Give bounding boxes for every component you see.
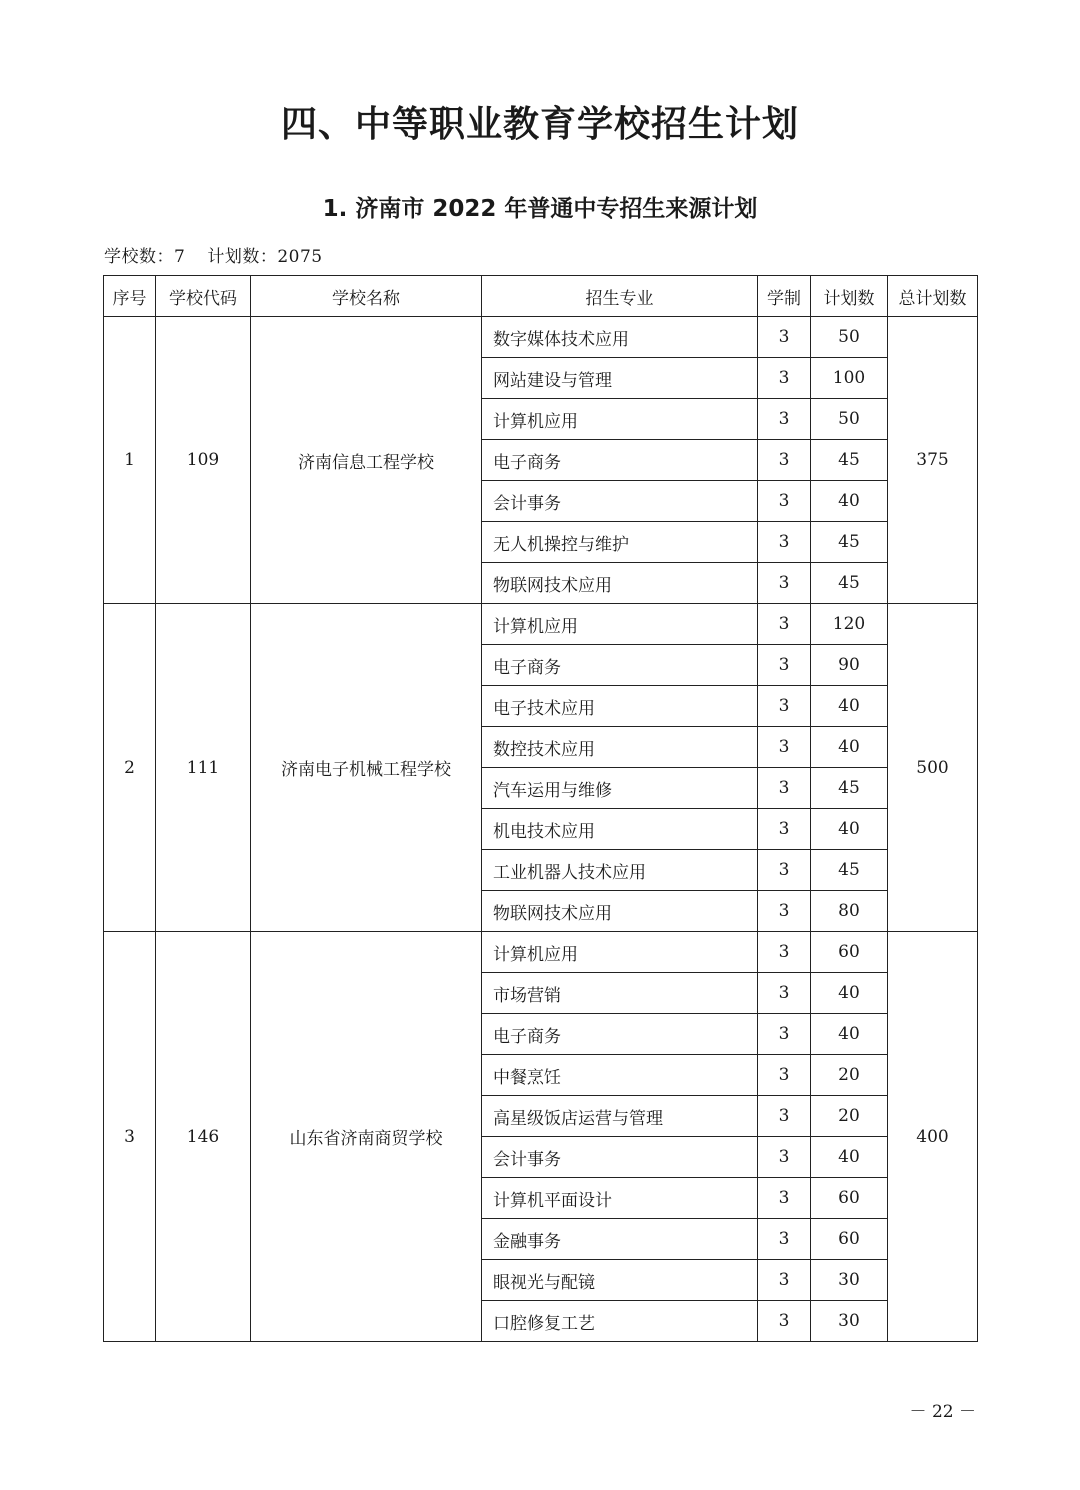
years-cell: 3	[758, 973, 811, 1014]
header-major: 招生专业	[482, 276, 758, 317]
plan-count: 计划数：2075	[207, 247, 323, 267]
section-subtitle: 1. 济南市 2022 年普通中专招生来源计划	[322, 196, 758, 222]
plan-count-cell: 30	[811, 1260, 888, 1301]
header-plan: 计划数	[811, 276, 888, 317]
years-cell: 3	[758, 1301, 811, 1342]
plan-count-cell: 50	[811, 317, 888, 358]
plan-count-cell: 40	[811, 727, 888, 768]
table-row	[104, 317, 978, 358]
school-code-cell: 111	[156, 604, 251, 932]
major-name-cell: 市场营销	[482, 973, 758, 1014]
years-cell: 3	[758, 1055, 811, 1096]
major-name-cell: 工业机器人技术应用	[482, 850, 758, 891]
major-name-cell: 物联网技术应用	[482, 563, 758, 604]
header-total-plan: 总计划数	[888, 276, 978, 317]
major-name-cell: 计算机平面设计	[482, 1178, 758, 1219]
major-name-cell: 网站建设与管理	[482, 358, 758, 399]
header-school-code: 学校代码	[156, 276, 251, 317]
major-name-cell: 汽车运用与维修	[482, 768, 758, 809]
school-total-cell: 375	[888, 317, 978, 604]
school-total-cell: 500	[888, 604, 978, 932]
plan-count-cell: 60	[811, 1219, 888, 1260]
table-row	[104, 604, 978, 645]
school-index-cell: 2	[104, 604, 156, 932]
major-name-cell: 会计事务	[482, 481, 758, 522]
major-name-cell: 计算机应用	[482, 932, 758, 973]
table-row	[104, 932, 978, 973]
years-cell: 3	[758, 440, 811, 481]
years-cell: 3	[758, 645, 811, 686]
major-name-cell: 眼视光与配镜	[482, 1260, 758, 1301]
years-cell: 3	[758, 522, 811, 563]
header-index: 序号	[104, 276, 156, 317]
table-body	[104, 317, 978, 1342]
school-name-cell: 济南电子机械工程学校	[251, 604, 482, 932]
years-cell: 3	[758, 932, 811, 973]
school-name-cell: 济南信息工程学校	[251, 317, 482, 604]
years-cell: 3	[758, 1260, 811, 1301]
enrollment-plan-table	[103, 275, 978, 1342]
plan-count-cell: 40	[811, 1137, 888, 1178]
major-name-cell: 电子商务	[482, 1014, 758, 1055]
plan-count-cell: 60	[811, 932, 888, 973]
years-cell: 3	[758, 686, 811, 727]
major-name-cell: 无人机操控与维护	[482, 522, 758, 563]
years-cell: 3	[758, 481, 811, 522]
years-cell: 3	[758, 727, 811, 768]
plan-count-cell: 40	[811, 481, 888, 522]
plan-summary	[104, 242, 323, 267]
plan-count-cell: 45	[811, 768, 888, 809]
plan-count-cell: 45	[811, 440, 888, 481]
major-name-cell: 电子商务	[482, 645, 758, 686]
plan-count-cell: 120	[811, 604, 888, 645]
major-name-cell: 计算机应用	[482, 399, 758, 440]
years-cell: 3	[758, 317, 811, 358]
plan-count-cell: 80	[811, 891, 888, 932]
years-cell: 3	[758, 1219, 811, 1260]
plan-count-cell: 45	[811, 563, 888, 604]
major-name-cell: 电子技术应用	[482, 686, 758, 727]
plan-count-cell: 20	[811, 1096, 888, 1137]
major-name-cell: 数控技术应用	[482, 727, 758, 768]
school-code-cell: 146	[156, 932, 251, 1342]
plan-count-cell: 40	[811, 809, 888, 850]
plan-count-cell: 40	[811, 686, 888, 727]
header-school-name: 学校名称	[251, 276, 482, 317]
years-cell: 3	[758, 768, 811, 809]
plan-count-cell: 40	[811, 1014, 888, 1055]
major-name-cell: 会计事务	[482, 1137, 758, 1178]
table-header-row	[104, 276, 978, 317]
years-cell: 3	[758, 850, 811, 891]
school-name-cell: 山东省济南商贸学校	[251, 932, 482, 1342]
years-cell: 3	[758, 809, 811, 850]
school-total-cell: 400	[888, 932, 978, 1342]
plan-count-cell: 60	[811, 1178, 888, 1219]
years-cell: 3	[758, 891, 811, 932]
school-index-cell: 1	[104, 317, 156, 604]
years-cell: 3	[758, 358, 811, 399]
plan-count-cell: 100	[811, 358, 888, 399]
years-cell: 3	[758, 1096, 811, 1137]
years-cell: 3	[758, 604, 811, 645]
major-name-cell: 物联网技术应用	[482, 891, 758, 932]
major-name-cell: 口腔修复工艺	[482, 1301, 758, 1342]
major-name-cell: 机电技术应用	[482, 809, 758, 850]
plan-count-cell: 45	[811, 522, 888, 563]
plan-count-cell: 90	[811, 645, 888, 686]
major-name-cell: 数字媒体技术应用	[482, 317, 758, 358]
school-count: 学校数：7	[104, 247, 186, 267]
major-name-cell: 中餐烹饪	[482, 1055, 758, 1096]
plan-count-cell: 20	[811, 1055, 888, 1096]
major-name-cell: 高星级饭店运营与管理	[482, 1096, 758, 1137]
plan-count-cell: 40	[811, 973, 888, 1014]
page-number: － 22 －	[909, 1402, 976, 1422]
school-index-cell: 3	[104, 932, 156, 1342]
plan-count-cell: 50	[811, 399, 888, 440]
years-cell: 3	[758, 563, 811, 604]
years-cell: 3	[758, 1137, 811, 1178]
plan-count-cell: 30	[811, 1301, 888, 1342]
years-cell: 3	[758, 399, 811, 440]
major-name-cell: 电子商务	[482, 440, 758, 481]
document-title: 四、中等职业教育学校招生计划	[280, 104, 799, 145]
header-years: 学制	[758, 276, 811, 317]
plan-count-cell: 45	[811, 850, 888, 891]
school-code-cell: 109	[156, 317, 251, 604]
major-name-cell: 金融事务	[482, 1219, 758, 1260]
years-cell: 3	[758, 1014, 811, 1055]
major-name-cell: 计算机应用	[482, 604, 758, 645]
years-cell: 3	[758, 1178, 811, 1219]
